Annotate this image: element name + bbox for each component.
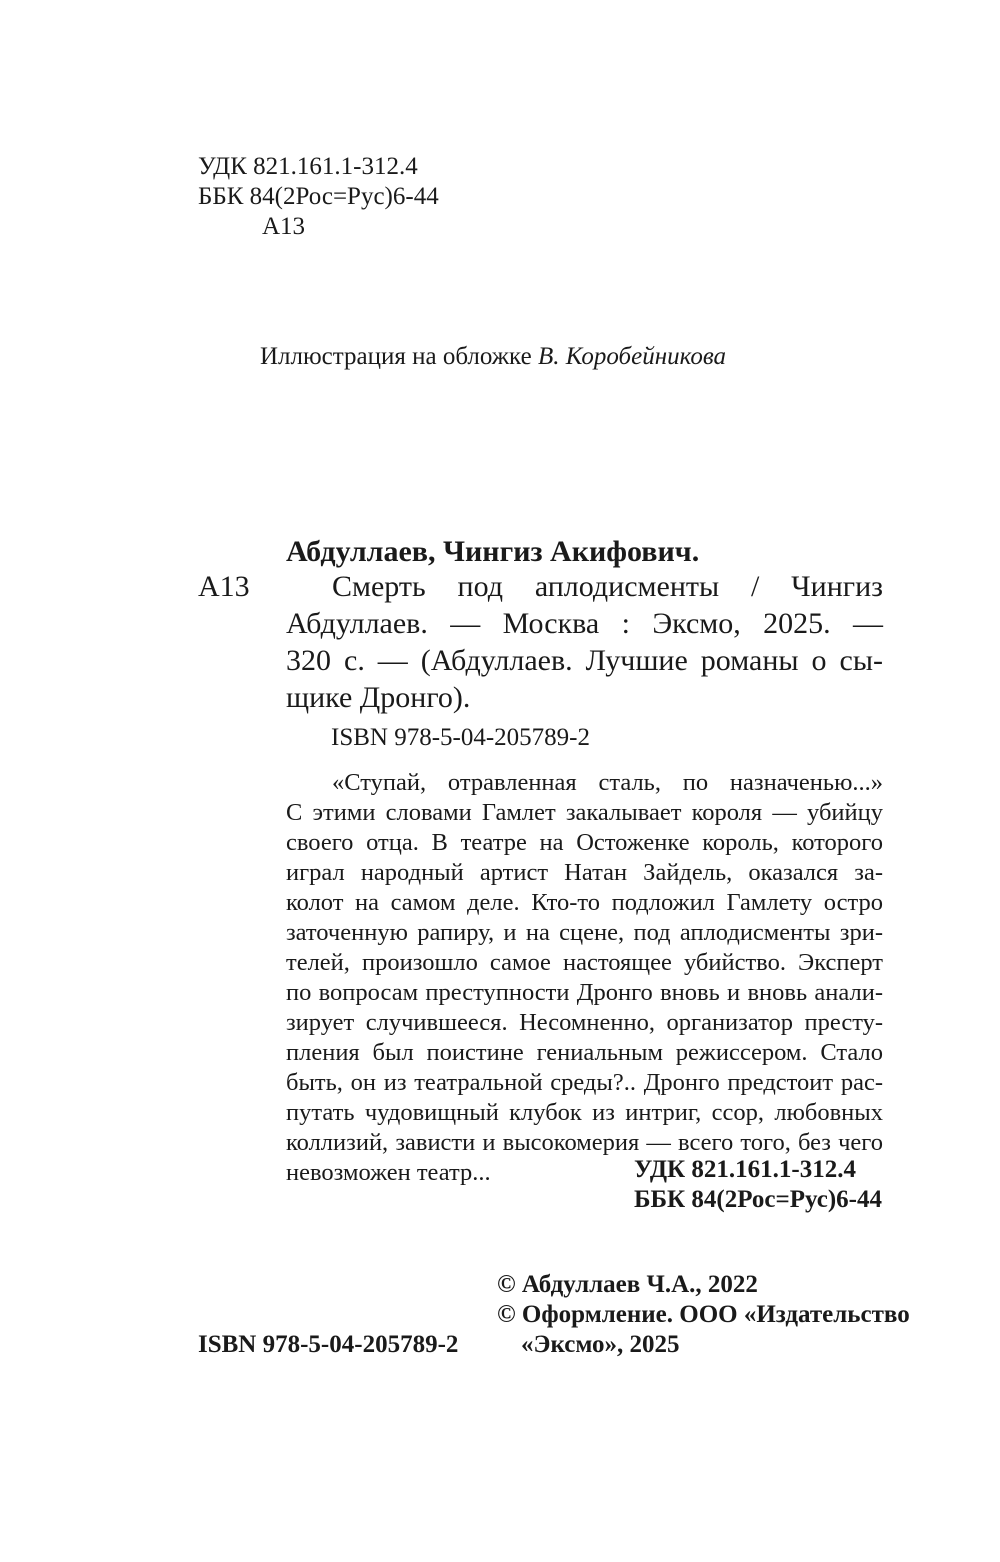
record-line: Абдуллаев. — Москва : Эксмо, 2025. — xyxy=(286,607,883,640)
annotation-line: телей, произошло самое настоящее убийство. Эксперт xyxy=(286,949,883,976)
annotation-line: С этими словами Гамлет закалывает короля — убийцу xyxy=(286,799,883,826)
record-isbn: ISBN 978-5-04-205789-2 xyxy=(331,724,591,751)
annotation-line: заточенную рапиру, и на сцене, под аплодисменты зри- xyxy=(286,919,883,946)
annotation-line: зирует случившееся. Несомненно, организатор престу- xyxy=(286,1009,883,1036)
illustration-artist: В. Коробейникова xyxy=(537,343,727,370)
record-line: 320 с. — (Абдуллаев. Лучшие романы о сы- xyxy=(286,644,883,677)
footer-isbn: ISBN 978-5-04-205789-2 xyxy=(198,1331,459,1358)
annotation-line: по вопросам преступности Дронго вновь и вновь анали- xyxy=(286,979,883,1006)
header-bbk: ББК 84(2Рос=Рус)6-44 xyxy=(198,183,439,210)
record-author: Абдуллаев, Чингиз Акифович. xyxy=(286,535,700,568)
annotation-line: пления был поистине гениальным режиссером. Стало xyxy=(286,1039,883,1066)
illustration-prefix: Иллюстрация на обложке xyxy=(260,343,532,370)
copyright-author: © Абдуллаев Ч.А., 2022 xyxy=(497,1271,758,1298)
annotation-line: «Ступай, отравленная сталь, по назначенью...» xyxy=(332,769,883,796)
annotation-line: путать чудовищный клубок из интриг, ссор, любовных xyxy=(286,1099,883,1126)
copyright-design-line1: © Оформление. ООО «Издательство xyxy=(497,1301,910,1328)
record-code: А13 xyxy=(198,570,250,603)
annotation-line: быть, он из театральной среды?.. Дронго предстоит рас- xyxy=(286,1069,883,1096)
annotation-line: играл народный артист Натан Зайдель, оказался за- xyxy=(286,859,883,886)
annotation-line: своего отца. В театре на Остоженке король, которого xyxy=(286,829,883,856)
illustration-credit xyxy=(260,342,726,371)
annotation xyxy=(286,768,883,1188)
annotation-line: коллизий, зависти и высокомерия — всего того, без чего xyxy=(286,1129,883,1156)
classification-bbk: ББК 84(2Рос=Рус)6-44 xyxy=(634,1186,882,1213)
record-line: щике Дронго). xyxy=(286,681,471,714)
record-description xyxy=(286,568,883,716)
header-udk: УДК 821.161.1-312.4 xyxy=(198,153,418,180)
classification-udk: УДК 821.161.1-312.4 xyxy=(634,1156,856,1183)
record-line: Смерть под аплодисменты / Чингиз xyxy=(332,570,883,603)
annotation-line: колот на самом деле. Кто-то подложил Гамлету остро xyxy=(286,889,883,916)
copyright-design-line2: «Эксмо», 2025 xyxy=(521,1331,680,1358)
annotation-line: невозможен театр... xyxy=(286,1159,491,1186)
header-author-code: А13 xyxy=(262,213,306,240)
